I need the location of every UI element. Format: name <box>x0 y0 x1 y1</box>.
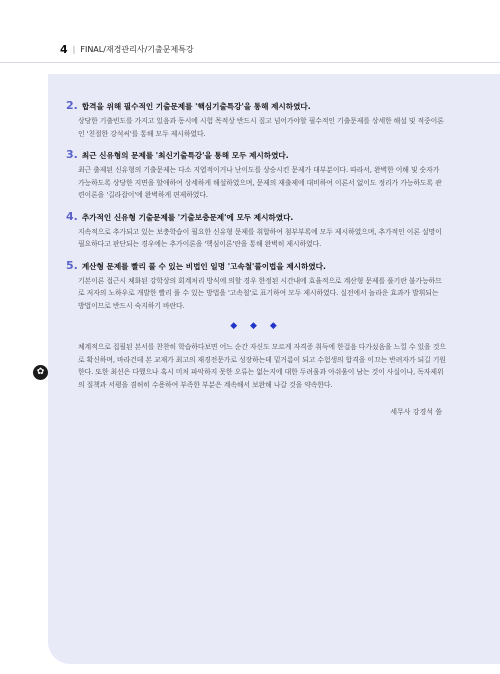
section-title: 추가적인 신유형 기출문제를 '기출보충문제'에 모두 제시하였다. <box>81 212 294 222</box>
preface-content <box>66 100 446 417</box>
diamond-divider: ◆ ◆ ◆ <box>230 321 282 331</box>
section-body: 기본이론 접근시 체화된 강학상의 회계처리 방식에 의할 경우 한정된 시간내에 효율적으로 계산형 문제를 풀기란 불가능하므로 저자의 노하우로 개발한 빨리 풀 수 있는 방법을 '고속철'로 표기하여 모두 제시하였다. 실전에서 놀라운 효과가 발휘되는 방법이므로 반드시 숙지하기 바란다. <box>78 276 442 310</box>
section-title: 계산형 문제를 빨리 풀 수 있는 비법인 일명 '고속철'풀이법을 제시하였다. <box>81 261 326 271</box>
section-body: 최근 출제된 신유형의 기출문제는 다소 지엽적이거나 난이도를 상승시킨 문제가 대부분이다. 따라서, 완벽한 이해 및 숫자가 가능하도록 상당한 지면을 할애하여 상세하게 해설하였으며, 문제의 재출제에 대비하여 이론서 없이도 정리가 가능하도록 관련이론을 '길라잡이'에 완벽하게 편제하였다. <box>78 166 442 199</box>
flower-icon: ✿ <box>33 365 48 380</box>
section-heading <box>66 149 446 162</box>
page-header <box>60 42 194 56</box>
section-heading <box>66 211 446 224</box>
section-title: 최근 신유형의 문제를 '최신기출특강'을 통해 모두 제시하였다. <box>81 151 289 160</box>
section-number: 4. <box>66 209 78 223</box>
section-number: 3. <box>66 148 78 161</box>
section-title: 합격을 위해 필수적인 기출문제를 '핵심기출특강'을 통해 제시하였다. <box>81 102 311 111</box>
header-divider <box>0 62 500 63</box>
section-body: 지속적으로 추가되고 있는 보충학습이 필요한 신유형 문제를 취합하여 첨부부록에 모두 제시하였으며, 추가적인 이론 설명이 필요하다고 판단되는 경우에는 추가이론을 '핵심이론'란을 통해 완벽히 제시하였다. <box>78 227 442 248</box>
running-title: FINAL/재경관리사/기출문제특강 <box>80 44 194 54</box>
section-2 <box>66 100 446 140</box>
author-signature: 세무사 강경석 씀 <box>390 408 442 416</box>
section-4 <box>66 211 446 251</box>
section-heading <box>66 260 446 273</box>
section-5 <box>66 260 446 313</box>
section-3 <box>66 149 446 202</box>
section-number: 5. <box>66 258 78 272</box>
section-heading <box>66 100 446 113</box>
header-separator: | <box>72 44 76 54</box>
closing-paragraph: 체계적으로 집필된 본서를 찬찬히 학습하다보면 어느 순간 자신도 모르게 자격증 취득에 한걸음 다가섰음을 느낄 수 있을 것으로 확신하며, 바라건데 본 교재가 최고의 재경전문가로 성장하는데 밑거름이 되고 수험생의 합격을 이끄는 반려자가 되길 기원한다. 또한 최선은 다했으나 혹시 미처 파악하지 못한 오류는 없는지에 대한 두려움과 아쉬움이 남는 것이 사실이나, 독자제위의 질책과 서평을 겸허히 수용하여 부족한 부분은 계속해서 보완해 나갈 것을 약속한다. <box>78 343 446 389</box>
section-number: 2. <box>66 99 78 112</box>
page-number: 4 <box>60 42 68 56</box>
section-body: 상당한 기출빈도를 가지고 있음과 동시에 시험 목적상 반드시 짚고 넘어가야할 필수적인 기출문제를 상세한 해설 및 적중이론인 '친절한 강석씨'를 통해 모두 제시하였다. <box>78 117 444 138</box>
